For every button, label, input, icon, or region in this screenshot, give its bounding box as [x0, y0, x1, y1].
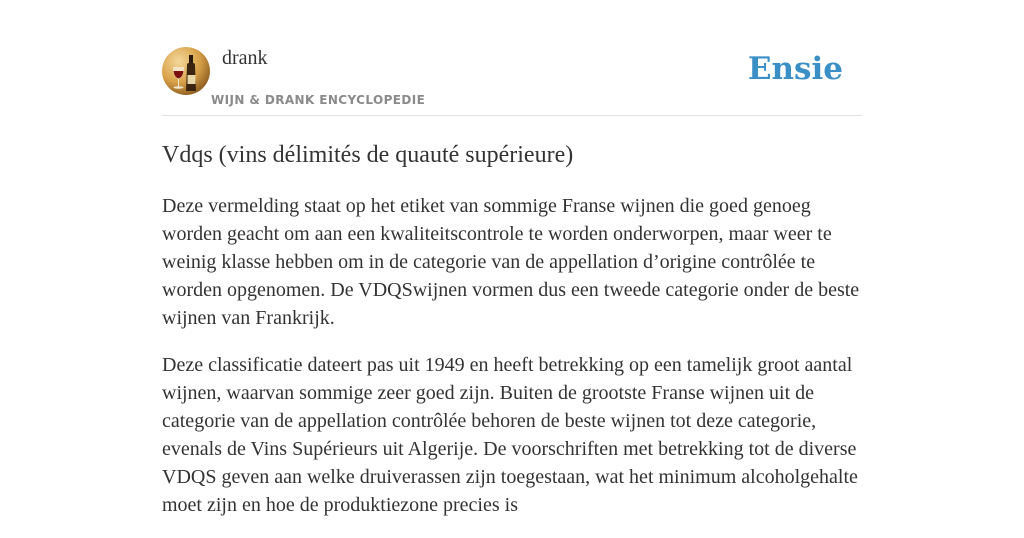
article-paragraph: Deze classificatie dateert pas uit 1949 en heeft betrekking op een tamelijk groot aantal wijnen, waarvan sommige zeer goed zijn. Buiten de grootste Franse wijnen uit de categorie van de appellation contrôlée behoren de beste wijnen tot deze categorie, evenals de Vins Supérieurs uit Algerije. De voorschriften met betrekking tot de diverse VDQS geven aan welke druiverassen zijn toegestaan, wat het minimum alcoholgehalte moet zijn en hoe de produktiezone precies is [162, 354, 858, 516]
site-avatar[interactable] [162, 47, 210, 95]
brand-logo-link[interactable]: Ensie [747, 51, 843, 87]
wine-bottle-and-glass-icon [162, 47, 210, 95]
article-body [162, 192, 862, 538]
article-title: Vdqs (vins délimités de quauté supérieure) [162, 142, 574, 168]
header-divider [162, 115, 862, 116]
site-name[interactable]: drank [222, 47, 268, 69]
article-paragraph: Deze vermelding staat op het etiket van sommige Franse wijnen die goed genoeg worden geacht om aan een kwaliteitscontrole te worden onderworpen, maar weer te weinig klasse hebben om in de categorie van de appellation d’origine contrôlée te worden opgenomen. De VDQSwijnen vormen dus een tweede categorie onder de beste wijnen van Frankrijk. [162, 195, 860, 329]
site-subtitle: WIJN & DRANK ENCYCLOPEDIE [211, 93, 426, 107]
